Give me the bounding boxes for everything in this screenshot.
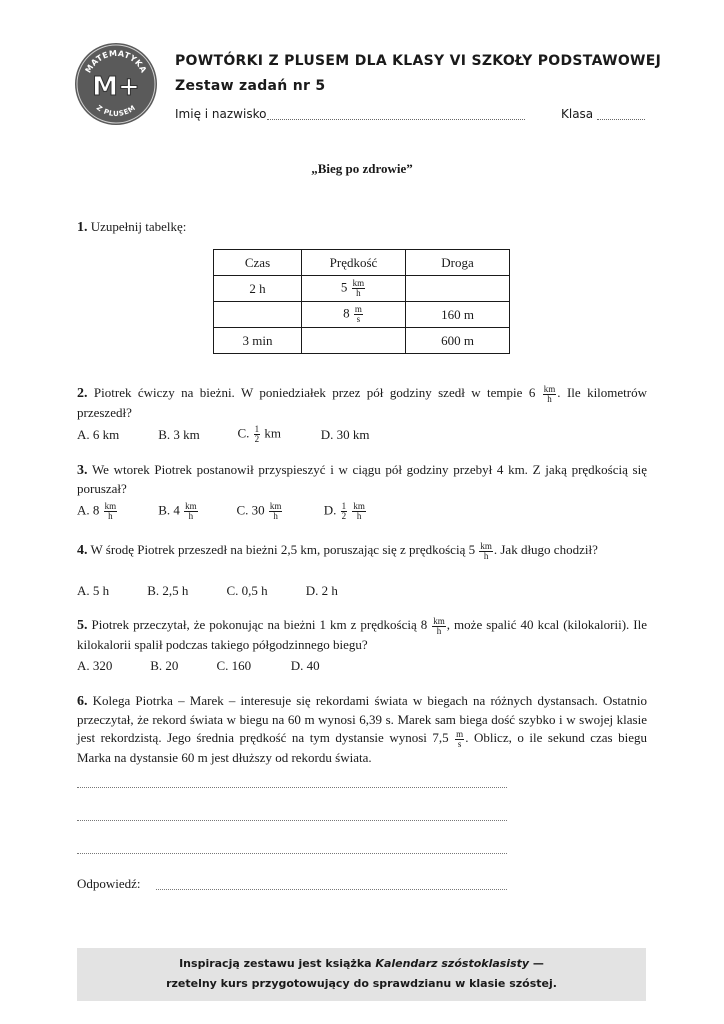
fraction-numerator: km xyxy=(269,501,282,511)
logo-bottom-text: Z PLUSEM xyxy=(94,103,138,119)
fraction-numerator: km xyxy=(353,501,365,511)
fraction-numerator: m xyxy=(354,304,362,314)
speed-table xyxy=(213,249,510,354)
fraction-denominator: h xyxy=(356,288,361,298)
fraction-numerator: m xyxy=(456,728,464,739)
option-value: 20 xyxy=(165,658,179,674)
option-b[interactable] xyxy=(158,427,234,443)
option-label: A. xyxy=(77,426,90,442)
table-header: Prędkość xyxy=(302,250,406,276)
option-value: 30 xyxy=(251,502,265,518)
speed-cell[interactable] xyxy=(302,302,406,328)
option-d[interactable] xyxy=(321,427,370,443)
option-label: A. xyxy=(77,502,90,518)
option-value: 6 km xyxy=(92,426,120,442)
option-c[interactable] xyxy=(217,658,288,674)
footer-text: Inspiracją zestawu jest książka xyxy=(179,957,376,970)
table-row xyxy=(214,302,510,328)
option-label: B. xyxy=(147,583,160,599)
option-value: 320 xyxy=(92,658,113,674)
option-value: 4 xyxy=(173,502,180,518)
task-text: We wtorek Piotrek postanowił przyspieszyć i w ciągu pół godziny przebył 4 km. Z jaką prędkością się poruszał? xyxy=(77,462,647,496)
option-label: A. xyxy=(77,658,90,674)
option-unit-fraction xyxy=(104,502,118,521)
option-unit-fraction xyxy=(352,502,366,521)
fraction-denominator: h xyxy=(108,511,113,521)
option-value: 3 km xyxy=(173,426,200,442)
answer-options xyxy=(77,657,320,674)
unit-fraction xyxy=(455,730,464,749)
table-header: Czas xyxy=(214,250,302,276)
work-line[interactable] xyxy=(77,820,507,821)
time-cell[interactable] xyxy=(214,302,302,328)
task-4 xyxy=(77,541,647,561)
option-value: 0,5 h xyxy=(241,583,268,599)
option-c[interactable] xyxy=(227,583,303,599)
option-label: A. xyxy=(77,583,90,599)
fraction-denominator: s xyxy=(356,314,361,324)
time-cell[interactable]: 3 min xyxy=(214,328,302,354)
class-field[interactable] xyxy=(597,119,645,120)
fraction-denominator: 2 xyxy=(254,434,260,444)
option-a[interactable] xyxy=(77,583,144,599)
option-value: km xyxy=(264,425,282,441)
option-a[interactable] xyxy=(77,658,147,674)
logo-top-text: MATEMATYKA xyxy=(83,48,149,75)
fraction-denominator: h xyxy=(483,550,489,561)
option-label: B. xyxy=(158,502,171,518)
unit-fraction xyxy=(432,617,446,636)
footer-book-title: Kalendarz szóstoklasisty xyxy=(375,957,530,970)
option-b[interactable] xyxy=(150,658,213,674)
option-unit-fraction xyxy=(184,502,198,521)
option-label: C. xyxy=(226,583,239,599)
option-c[interactable] xyxy=(238,425,318,444)
fraction-denominator: s xyxy=(457,738,462,749)
task-5 xyxy=(77,616,647,654)
option-value: 2,5 h xyxy=(162,583,189,599)
task-text: Piotrek ćwiczy na bieżni. W poniedziałek przez pół godziny szedł w tempie 6 xyxy=(93,385,536,400)
answer-options xyxy=(77,425,370,444)
option-label: C. xyxy=(216,658,229,674)
option-label: C. xyxy=(236,502,249,518)
fraction-numerator: 1 xyxy=(341,501,347,511)
task-number: 4. xyxy=(77,543,88,558)
task-text: Kolega Piotrka – Marek – interesuje się rekordami świata w biegach na różnych dystansach. Ostatnio przeczytał, że rekord świata w biegu na 60 m wynosi 6,39 s. Marek sam biega dość szybko i w swojej klasie jest rekordzistą. Jego średnia prędkość na tym dystansie wynosi 7,5 xyxy=(77,693,647,745)
option-d[interactable] xyxy=(306,583,338,599)
option-b[interactable] xyxy=(158,502,233,521)
answer-options xyxy=(77,502,367,521)
work-line[interactable] xyxy=(77,787,507,788)
speed-cell[interactable] xyxy=(302,328,406,354)
option-label: B. xyxy=(158,426,171,442)
fraction-numerator: km xyxy=(480,540,492,551)
option-label: B. xyxy=(150,658,163,674)
task-text: Piotrek przeczytał, że pokonując na bieżni 1 km z prędkością 8 xyxy=(91,617,428,632)
speed-cell[interactable] xyxy=(302,276,406,302)
table-header-row xyxy=(214,250,510,276)
task-1 xyxy=(77,218,647,237)
fraction-numerator: km xyxy=(352,278,365,288)
task-6 xyxy=(77,692,647,767)
option-value: 30 km xyxy=(336,426,370,442)
option-c[interactable] xyxy=(237,502,321,521)
math-plus-logo xyxy=(74,42,158,126)
fraction-denominator: 2 xyxy=(341,511,347,521)
fraction-numerator: km xyxy=(185,501,197,511)
option-b[interactable] xyxy=(147,583,223,599)
answer-label: Odpowiedź: xyxy=(77,876,141,891)
table-row xyxy=(214,328,510,354)
class-label: Klasa xyxy=(561,107,594,121)
fraction-denominator: h xyxy=(356,511,362,521)
speed-unit-fraction xyxy=(354,305,363,324)
page-title: „Bieg po zdrowie” xyxy=(311,161,413,176)
option-label: D. xyxy=(320,426,334,442)
task-text: , może spalić 40 kcal (kilokalorii). Ile kilokalorii spalił podczas takiego półgodzinnego biegu? xyxy=(77,617,648,652)
option-fraction xyxy=(254,425,261,444)
fraction-numerator: km xyxy=(543,383,556,394)
footer-line-1 xyxy=(77,954,646,974)
speed-value: 5 xyxy=(340,279,348,295)
task-2 xyxy=(77,384,647,422)
unit-fraction xyxy=(543,385,557,404)
name-label: Imię i nazwisko xyxy=(175,107,267,121)
task-text: . Ile kilometrów przeszedł? xyxy=(77,385,648,420)
task-text: W środę Piotrek przeszedł na bieżni 2,5 km, poruszając się z prędkością 5 xyxy=(90,542,476,557)
option-label: C. xyxy=(237,425,250,441)
worksheet-title: POWTÓRKI Z PLUSEM DLA KLASY VI SZKOŁY PODSTAWOWEJ xyxy=(175,53,662,69)
task-text: . Oblicz, o ile sekund czas biegu Marka na dystansie 60 m jest dłuższy od rekordu świata. xyxy=(77,730,647,765)
option-a[interactable] xyxy=(77,427,155,443)
option-value: 40 xyxy=(306,658,320,674)
answer-field[interactable] xyxy=(156,889,507,890)
table-header: Droga xyxy=(406,250,510,276)
task-number: 6. xyxy=(77,694,88,709)
option-d[interactable] xyxy=(291,658,320,674)
logo-big-text: M+ xyxy=(92,72,140,102)
option-fraction xyxy=(341,502,348,521)
option-value: 2 h xyxy=(321,583,338,599)
task-text: Uzupełnij tabelkę: xyxy=(90,219,187,234)
distance-cell[interactable]: 600 m xyxy=(406,328,510,354)
task-number: 3. xyxy=(77,463,88,478)
footer-text: — xyxy=(529,957,544,970)
option-value: 8 xyxy=(92,502,100,518)
fraction-denominator: h xyxy=(273,511,278,521)
option-d[interactable] xyxy=(324,502,367,521)
answer-options xyxy=(77,582,338,599)
fraction-numerator: km xyxy=(104,501,117,511)
distance-cell[interactable] xyxy=(406,276,510,302)
option-label: D. xyxy=(290,658,304,674)
fraction-denominator: h xyxy=(436,625,442,636)
option-label: D. xyxy=(323,502,337,518)
option-unit-fraction xyxy=(269,502,283,521)
time-cell[interactable]: 2 h xyxy=(214,276,302,302)
fraction-denominator: h xyxy=(188,511,194,521)
option-label: D. xyxy=(305,583,319,599)
name-field[interactable] xyxy=(267,119,525,120)
footer-box xyxy=(77,948,646,1001)
option-a[interactable] xyxy=(77,502,155,521)
fraction-numerator: km xyxy=(433,615,445,626)
option-value: 160 xyxy=(231,658,252,674)
fraction-denominator: h xyxy=(547,393,552,404)
table-row xyxy=(214,276,510,302)
distance-cell[interactable]: 160 m xyxy=(406,302,510,328)
fraction-numerator: 1 xyxy=(254,424,260,434)
speed-unit-fraction xyxy=(352,279,366,298)
option-value: 5 h xyxy=(92,583,110,599)
unit-fraction xyxy=(479,542,493,561)
task-3 xyxy=(77,461,647,498)
task-number: 1. xyxy=(77,220,88,235)
task-text: . Jak długo chodził? xyxy=(493,542,598,557)
worksheet-subtitle: Zestaw zadań nr 5 xyxy=(175,78,326,94)
footer-line-2: rzetelny kurs przygotowujący do sprawdzianu w klasie szóstej. xyxy=(166,977,557,990)
speed-value: 8 xyxy=(343,305,350,321)
task-number: 2. xyxy=(77,386,88,401)
task-number: 5. xyxy=(77,618,88,633)
work-line[interactable] xyxy=(77,853,507,854)
